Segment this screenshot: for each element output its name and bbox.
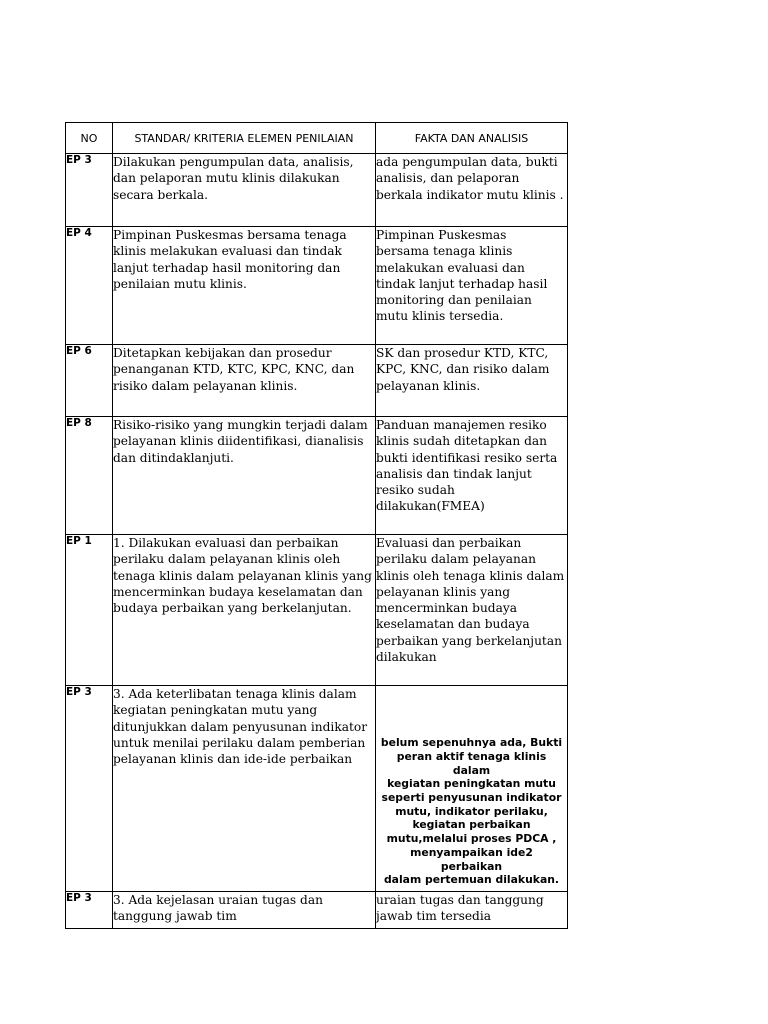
standard-text: Dilakukan pengumpulan data, analisis, dan pelaporan mutu klinis dilakukan secara berkala. — [113, 155, 354, 202]
row-fact — [376, 417, 568, 535]
header-no: NO — [66, 123, 113, 154]
fact-text: uraian tugas dan tanggung jawab tim tersedia — [376, 893, 544, 924]
row-standard — [113, 535, 376, 686]
row-no: EP 8 — [66, 417, 113, 535]
header-standard: STANDAR/ KRITERIA ELEMEN PENILAIAN — [113, 123, 376, 154]
table-header-row — [66, 123, 568, 154]
standard-text: Pimpinan Puskesmas bersama tenaga klinis melakukan evaluasi dan tindak lanjut terhadap hasil monitoring dan penilaian mutu klinis. — [113, 228, 347, 291]
table-row — [66, 417, 568, 535]
row-standard — [113, 686, 376, 892]
row-fact — [376, 686, 568, 892]
fact-text: Panduan manajemen resiko klinis sudah ditetapkan dan bukti identifikasi resiko serta analisis dan tindak lanjut resiko sudah dilakukan(FMEA) — [376, 418, 558, 514]
fact-text: ada pengumpulan data, bukti analisis, dan pelaporan berkala indikator mutu klinis . — [376, 155, 564, 202]
row-standard — [113, 892, 376, 929]
row-fact — [376, 227, 568, 345]
row-standard — [113, 417, 376, 535]
standard-text: 3. Ada keterlibatan tenaga klinis dalam kegiatan peningkatan mutu yang ditunjukkan dalam penyusunan indikator untuk menilai perilaku dalam pemberian pelayanan klinis dan ide-ide perbaikan — [113, 687, 368, 767]
standard-text: 1. Dilakukan evaluasi dan perbaikan perilaku dalam pelayanan klinis oleh tenaga klinis dalam pelayanan klinis yang mencerminkan budaya keselamatan dan budaya perbaikan yang berkelanjutan. — [113, 536, 372, 616]
row-standard — [113, 227, 376, 345]
assessment-table — [65, 122, 568, 929]
row-no: EP 1 — [66, 535, 113, 686]
table-row — [66, 154, 568, 227]
table-row — [66, 892, 568, 929]
standard-text: Risiko-risiko yang mungkin terjadi dalam pelayanan klinis diidentifikasi, dianalisis dan ditindaklanjuti. — [113, 418, 368, 465]
table-row — [66, 227, 568, 345]
row-fact — [376, 892, 568, 929]
table-row — [66, 535, 568, 686]
standard-text: Ditetapkan kebijakan dan prosedur penanganan KTD, KTC, KPC, KNC, dan risiko dalam pelayanan klinis. — [113, 346, 355, 393]
row-no: EP 4 — [66, 227, 113, 345]
row-standard — [113, 345, 376, 417]
row-fact — [376, 345, 568, 417]
row-fact — [376, 535, 568, 686]
fact-text: belum sepenuhnya ada, Bukti peran aktif tenaga klinis dalam kegiatan peningkatan mutu seperti penyusunan indikator mutu, indikator perilaku, kegiatan perbaikan mutu,melalui proses PDCA , menyampaikan ide2 perbaikan dalam pertemuan dilakukan. — [380, 736, 563, 887]
fact-text: Evaluasi dan perbaikan perilaku dalam pelayanan klinis oleh tenaga klinis dalam pelayanan klinis yang mencerminkan budaya keselamatan dan budaya perbaikan yang berkelanjutan dilakukan — [376, 536, 565, 665]
row-no: EP 6 — [66, 345, 113, 417]
standard-text: 3. Ada kejelasan uraian tugas dan tanggung jawab tim — [113, 893, 323, 924]
row-standard — [113, 154, 376, 227]
row-no: EP 3 — [66, 154, 113, 227]
fact-text: Pimpinan Puskesmas bersama tenaga klinis melakukan evaluasi dan tindak lanjut terhadap hasil monitoring dan penilaian mutu klinis tersedia. — [376, 228, 548, 324]
header-fact: FAKTA DAN ANALISIS — [376, 123, 568, 154]
table-row — [66, 686, 568, 892]
table-row — [66, 345, 568, 417]
row-no: EP 3 — [66, 686, 113, 892]
fact-text: SK dan prosedur KTD, KTC, KPC, KNC, dan risiko dalam pelayanan klinis. — [376, 346, 550, 393]
row-fact — [376, 154, 568, 227]
row-no: EP 3 — [66, 892, 113, 929]
